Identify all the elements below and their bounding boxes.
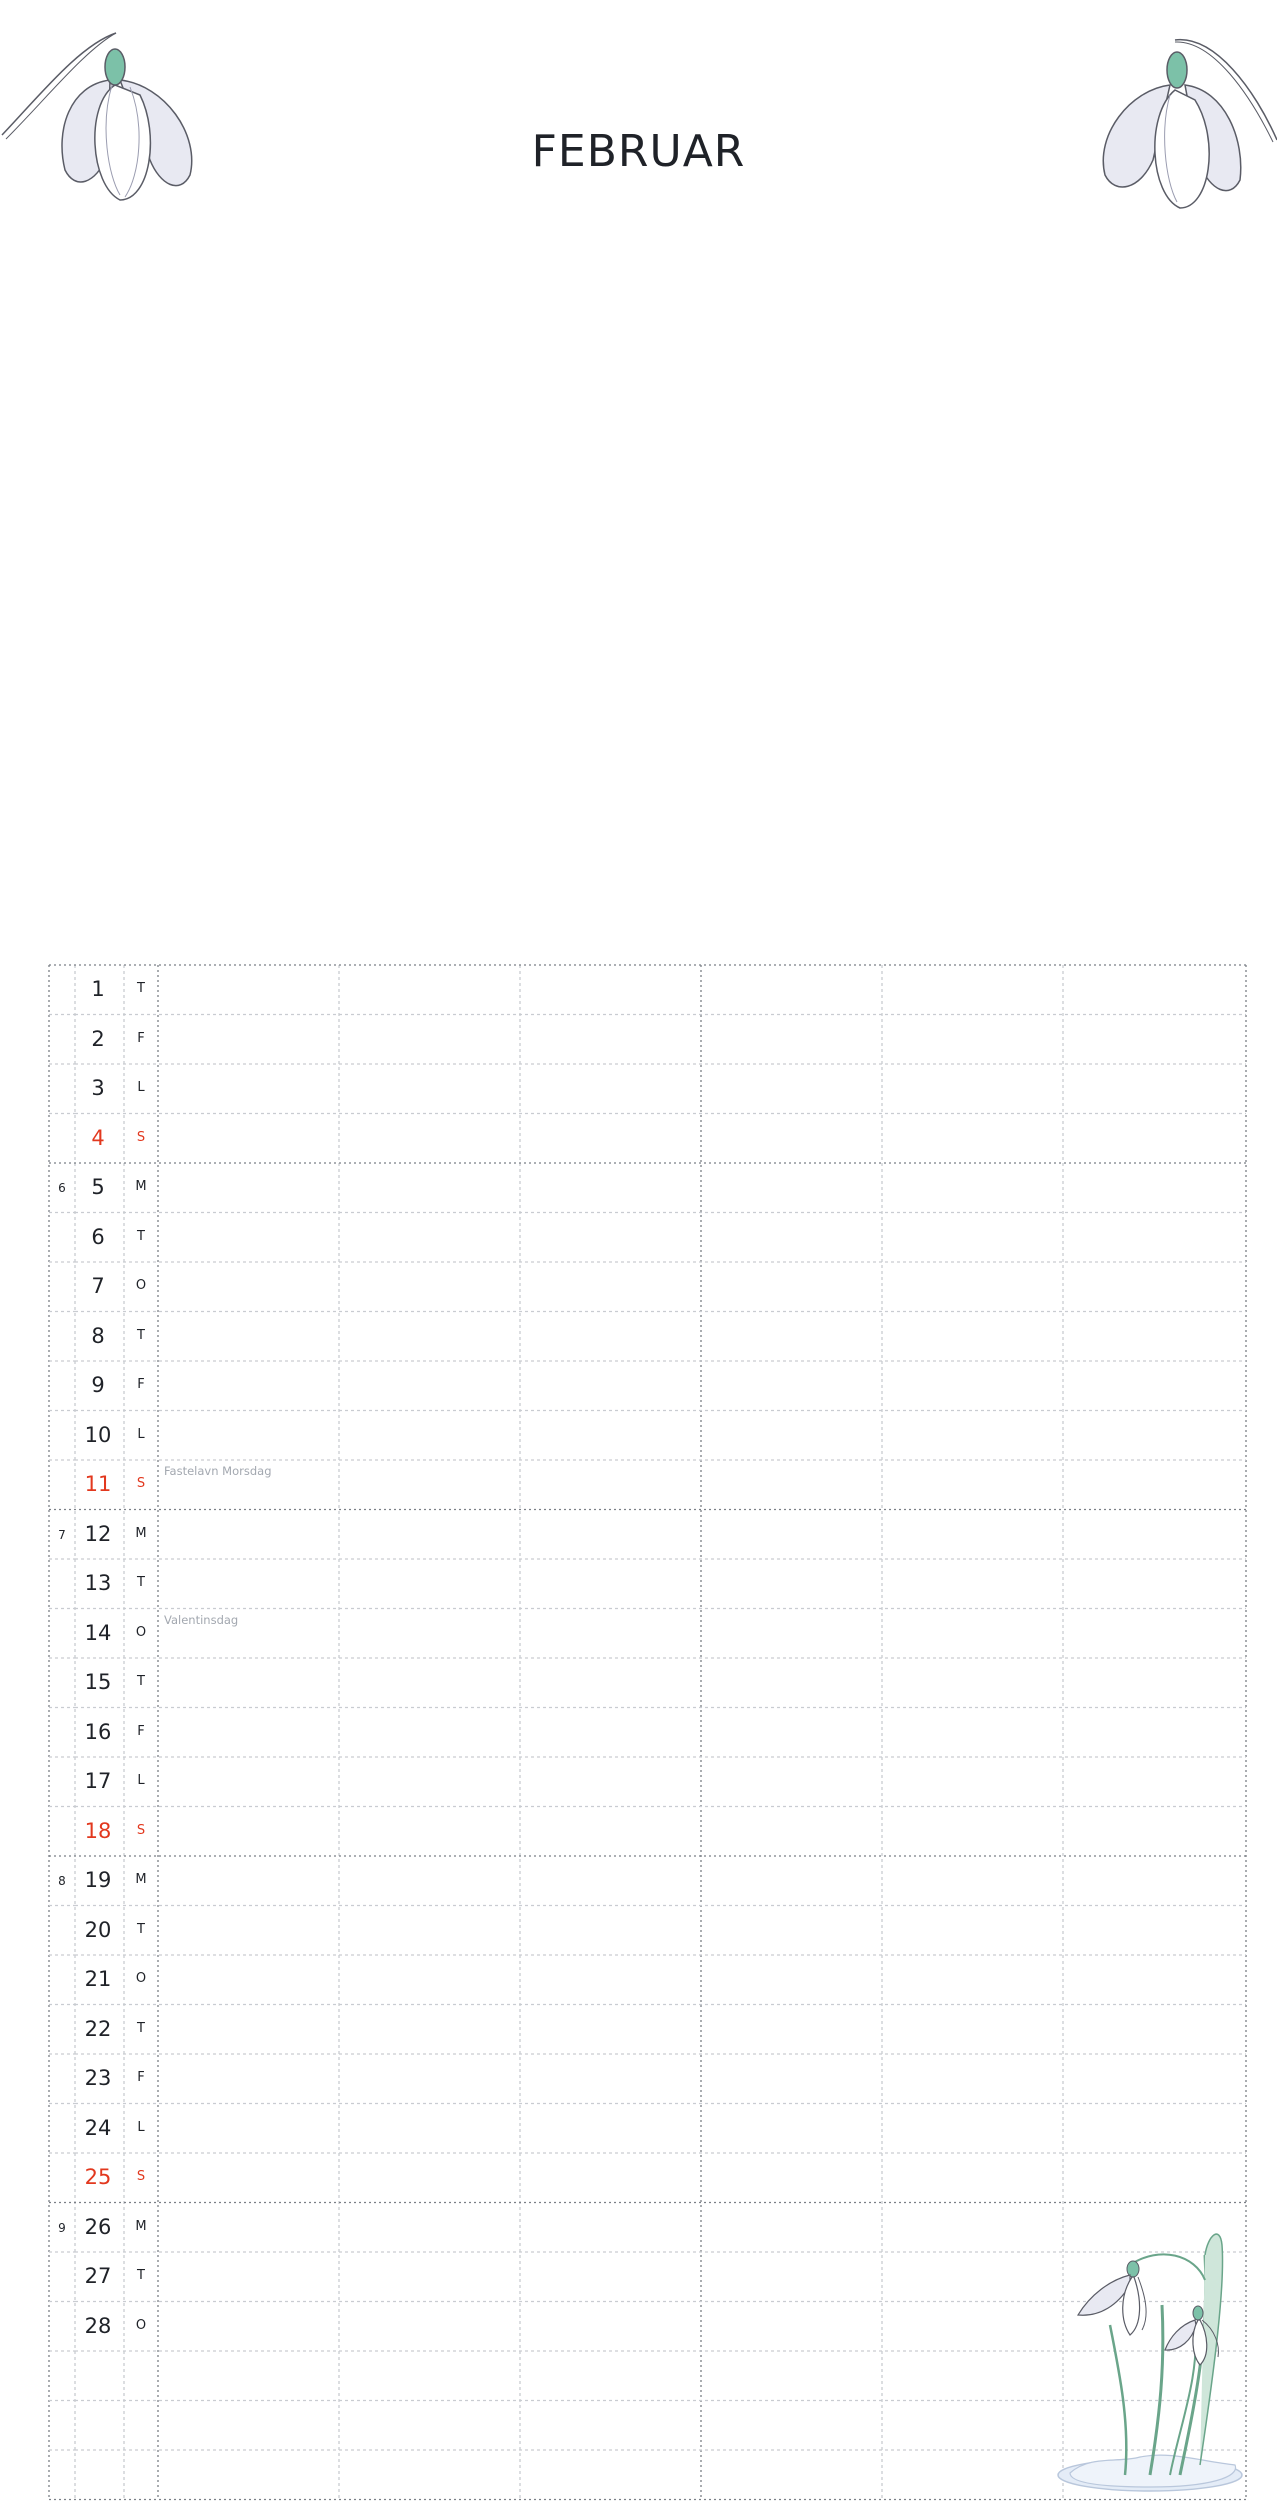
day-number: 11 — [84, 1472, 112, 1496]
day-number: 23 — [84, 2066, 112, 2090]
day-number: 13 — [84, 1571, 112, 1595]
day-row — [0, 1658, 1277, 1708]
weekday-letter: T — [137, 1228, 145, 1244]
weekday-letter: S — [136, 1822, 146, 1838]
day-number: 5 — [91, 1175, 105, 1199]
weekday-letter: M — [135, 1872, 147, 1887]
weekday-letter: L — [137, 1773, 145, 1788]
day-row — [0, 1460, 1277, 1510]
weekday-letter: T — [137, 1674, 145, 1689]
weekday-letter: F — [137, 1377, 145, 1392]
weekday-letter: M — [135, 1525, 147, 1541]
day-row — [0, 1906, 1277, 1956]
week-number: 7 — [58, 1527, 66, 1542]
weekday-letter: S — [136, 1129, 146, 1145]
week-number: 8 — [58, 1874, 66, 1888]
day-number: 3 — [91, 1076, 105, 1100]
day-row — [0, 2005, 1277, 2055]
day-number: 14 — [84, 1620, 112, 1645]
weekday-letter: M — [135, 2218, 147, 2234]
weekday-letter: T — [137, 2268, 145, 2283]
weekday-letter: T — [137, 981, 145, 996]
day-row — [0, 1510, 1277, 1560]
holiday-label: Valentinsdag — [164, 1612, 239, 1627]
day-number: 7 — [91, 1274, 105, 1298]
month-title: FEBRUAR — [531, 126, 746, 177]
day-row — [0, 1015, 1277, 1065]
day-row — [0, 1708, 1277, 1758]
day-number: 20 — [84, 1917, 112, 1942]
day-row — [0, 1262, 1277, 1312]
day-number: 22 — [84, 2016, 112, 2041]
day-row — [0, 2104, 1277, 2154]
day-row — [0, 1213, 1277, 1263]
day-row — [0, 1361, 1277, 1411]
weekday-letter: L — [137, 2119, 145, 2135]
day-number: 18 — [84, 1818, 112, 1843]
weekday-letter: O — [135, 1278, 147, 1293]
weekday-letter: O — [135, 1971, 147, 1986]
day-row — [0, 2054, 1277, 2104]
day-number: 6 — [91, 1224, 105, 1249]
day-number: 26 — [84, 2214, 112, 2239]
day-row — [0, 1609, 1277, 1659]
holiday-label: Fastelavn Morsdag — [164, 1464, 272, 1478]
day-row — [0, 1163, 1277, 1213]
day-number: 21 — [84, 1967, 112, 1991]
weekday-letter: O — [135, 2317, 147, 2333]
weekday-letter: T — [137, 1575, 145, 1590]
day-row — [0, 1807, 1277, 1857]
day-number: 8 — [91, 1323, 105, 1348]
day-row — [0, 1559, 1277, 1609]
weekday-letter: L — [137, 1426, 145, 1442]
day-number: 4 — [91, 1125, 105, 1150]
day-row — [0, 1856, 1277, 1906]
day-row — [0, 1114, 1277, 1164]
weekday-letter: S — [136, 2169, 146, 2184]
day-row — [0, 1757, 1277, 1807]
day-number: 24 — [84, 2115, 112, 2140]
day-number: 10 — [84, 1422, 112, 1447]
day-number: 16 — [84, 1719, 112, 1744]
weekday-letter: S — [136, 1476, 146, 1491]
day-number: 28 — [84, 2313, 112, 2338]
day-number: 15 — [84, 1670, 112, 1694]
weekday-letter: T — [137, 1327, 145, 1343]
day-number: 1 — [91, 977, 105, 1001]
day-number: 17 — [84, 1769, 112, 1793]
day-number: 2 — [91, 1026, 105, 1051]
weekday-letter: M — [135, 1179, 147, 1194]
week-number: 9 — [58, 2220, 66, 2235]
snowdrop-cluster-icon — [1030, 2225, 1255, 2495]
weekday-letter: F — [137, 1030, 145, 1046]
day-number: 25 — [84, 2165, 112, 2189]
day-row — [0, 1411, 1277, 1461]
weekday-letter: O — [135, 1624, 147, 1640]
week-number: 6 — [58, 1181, 66, 1195]
weekday-letter: L — [137, 1080, 145, 1095]
day-row — [0, 2153, 1277, 2203]
day-number: 19 — [84, 1868, 112, 1892]
weekday-letter: F — [137, 2070, 145, 2085]
day-row — [0, 1955, 1277, 2005]
weekday-letter: F — [137, 1723, 145, 1739]
day-row — [0, 965, 1277, 1015]
weekday-letter: T — [137, 2020, 145, 2036]
day-row — [0, 1064, 1277, 1114]
weekday-letter: T — [137, 1921, 145, 1937]
day-number: 12 — [84, 1521, 112, 1546]
day-number: 27 — [84, 2264, 112, 2288]
day-row — [0, 1312, 1277, 1362]
day-number: 9 — [91, 1373, 105, 1397]
